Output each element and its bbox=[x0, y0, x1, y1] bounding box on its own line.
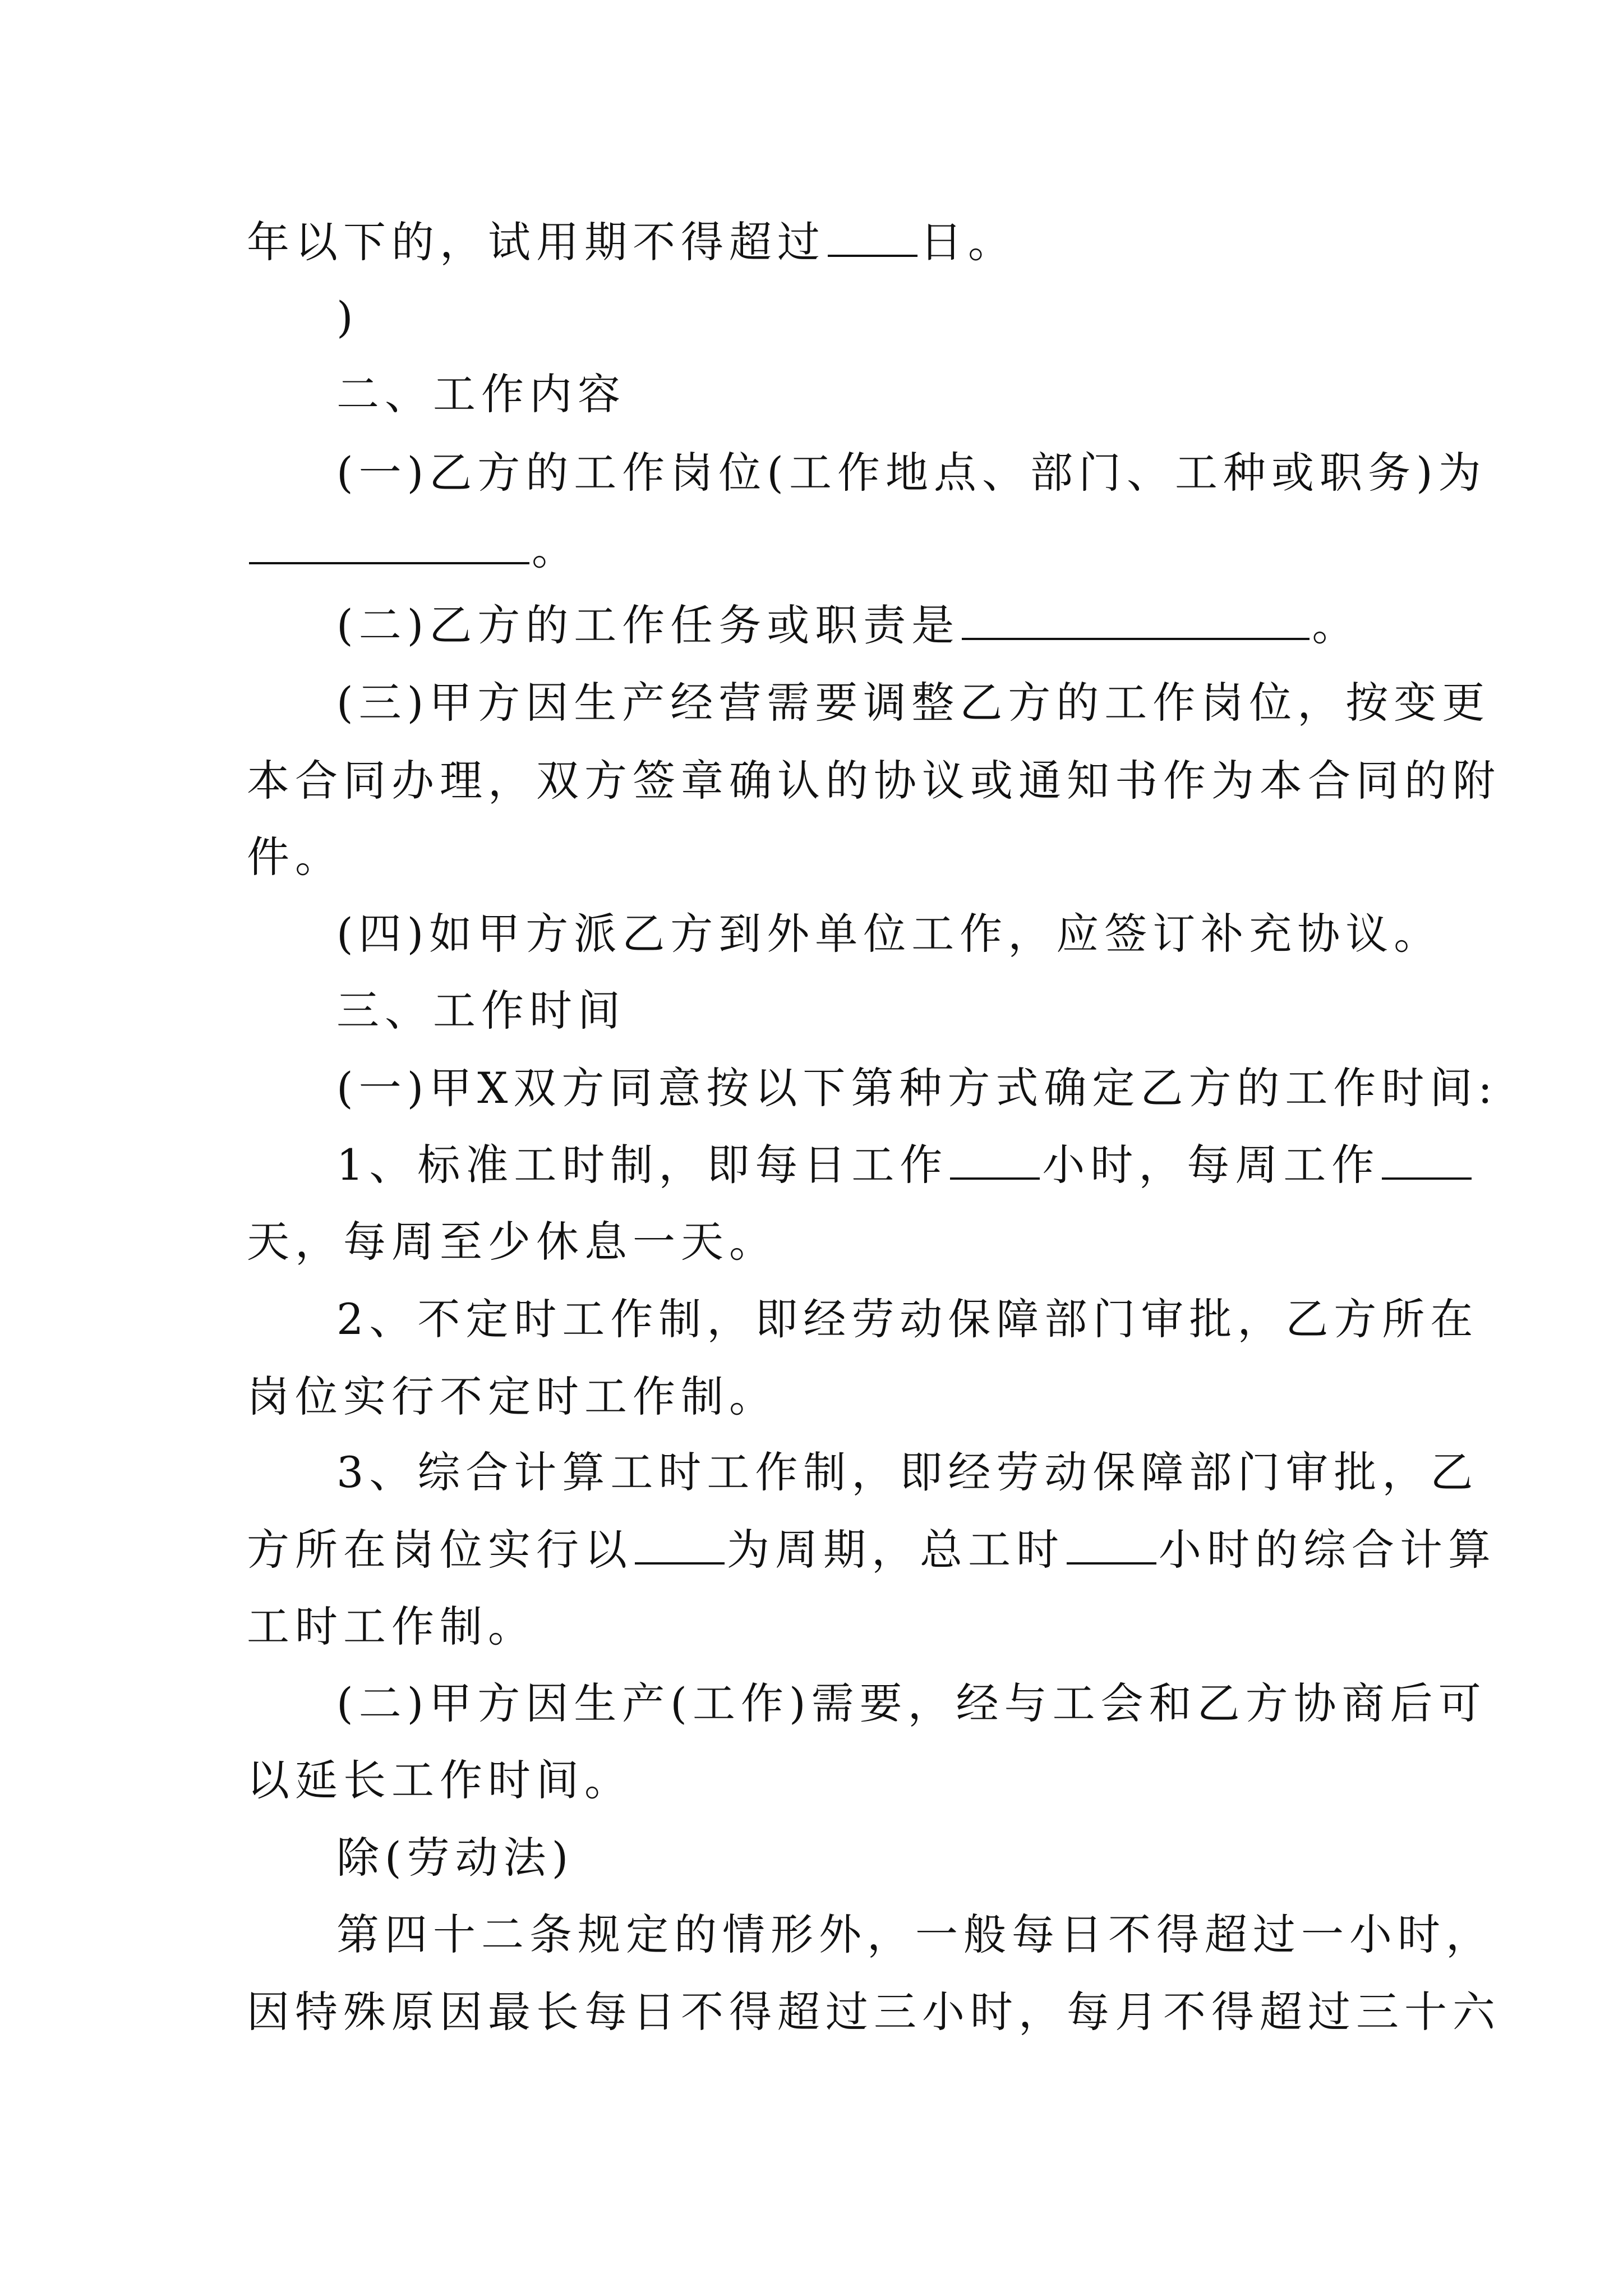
fill-blank bbox=[1382, 1138, 1472, 1180]
fill-blank bbox=[249, 523, 529, 564]
text-line bbox=[247, 1522, 1496, 1578]
section-heading: 二、工作内容 bbox=[336, 369, 626, 419]
text-segment: 为周期，总工时 bbox=[727, 1525, 1064, 1575]
fill-blank bbox=[962, 599, 1310, 640]
text-line: 第四十二条规定的情形外，一般每日不得超过一小时， bbox=[336, 1910, 1494, 1959]
fill-blank bbox=[950, 1138, 1040, 1180]
text-line: 工时工作制。 bbox=[247, 1602, 536, 1651]
text-line: 以延长工作时间。 bbox=[247, 1755, 633, 1805]
text-line: 件。 bbox=[247, 832, 343, 882]
text-line bbox=[336, 1137, 1391, 1193]
text-line: 2、不定时工作制，即经劳动保障部门审批，乙方所在 bbox=[336, 1294, 1479, 1344]
text-line: 3、综合计算工时工作制，即经劳动保障部门审批，乙 bbox=[336, 1447, 1479, 1497]
text-segment: 1、标准工时制，即每日工作 bbox=[336, 1140, 948, 1190]
text-segment: (二)乙方的工作任务或职责是 bbox=[336, 600, 960, 650]
text-line bbox=[247, 522, 1391, 578]
text-line: 天，每周至少休息一天。 bbox=[247, 1217, 777, 1267]
fill-blank bbox=[1067, 1523, 1156, 1565]
text-segment: 。 bbox=[532, 524, 580, 574]
text-line: (二)甲方因生产(工作)需要，经与工会和乙方协商后可 bbox=[336, 1678, 1487, 1728]
text-segment: 日。 bbox=[920, 217, 1016, 267]
text-segment: 。 bbox=[1312, 600, 1361, 650]
text-line: (一)甲X双方同意按以下第种方式确定乙方的工作时间: bbox=[336, 1063, 1498, 1113]
text-segment: 小时的综合计算 bbox=[1159, 1525, 1496, 1575]
fill-blank bbox=[828, 215, 917, 257]
text-line: 本合同办理，双方签章确认的协议或通知书作为本合同的附 bbox=[247, 756, 1501, 806]
text-line bbox=[336, 597, 1391, 654]
text-line: ) bbox=[336, 292, 359, 342]
text-line: 因特殊原因最长每日不得超过三小时，每月不得超过三十六 bbox=[247, 1987, 1501, 2037]
text-line: (一)乙方的工作岗位(工作地点、部门、工种或职务)为 bbox=[336, 448, 1487, 498]
text-line bbox=[247, 214, 1391, 270]
text-segment: 年以下的，试用期不得超过 bbox=[247, 217, 826, 267]
text-line: (三)甲方因生产经营需要调整乙方的工作岗位，按变更 bbox=[336, 678, 1491, 728]
text-segment: 方所在岗位实行以 bbox=[247, 1525, 633, 1575]
text-line: 除(劳动法) bbox=[336, 1833, 574, 1883]
section-heading: 三、工作时间 bbox=[336, 986, 626, 1036]
text-segment: 小时，每周工作 bbox=[1042, 1140, 1380, 1190]
text-line: 岗位实行不定时工作制。 bbox=[247, 1372, 777, 1421]
fill-blank bbox=[635, 1523, 725, 1565]
text-line: (四)如甲方派乙方到外单位工作，应签订补充协议。 bbox=[336, 909, 1442, 959]
